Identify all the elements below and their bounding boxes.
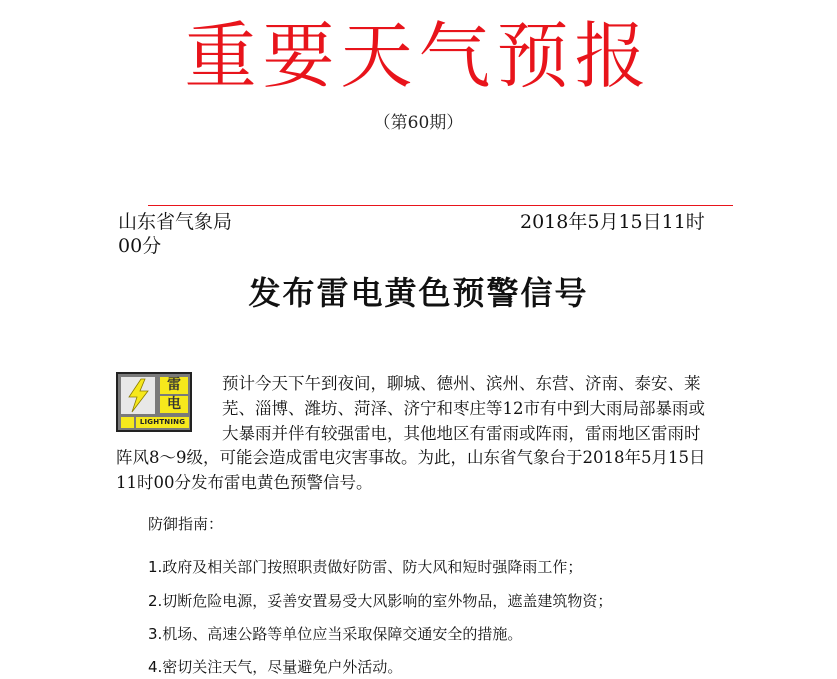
bulletin-headline: 发布雷电黄色预警信号 (248, 274, 589, 312)
guide-item: 1.政府及相关部门按照职责做好防雷、防大风和短时强降雨工作； (148, 558, 583, 576)
guide-item: 3.机场、高速公路等单位应当采取保障交通安全的措施。 (148, 625, 523, 643)
guide-item: 2.切断危险电源，妥善安置易受大风影响的室外物品，遮盖建筑物资； (148, 592, 613, 610)
datetime-line1: 2018年5月15日11时 (520, 211, 705, 233)
signal-label: LIGHTNING (136, 417, 189, 428)
issuer: 山东省气象局 (118, 211, 233, 233)
bulletin-body-text: 预计今天下午到夜间，聊城、德州、滨州、东营、济南、泰安、莱芜、淄博、潍坊、菏泽、济宁和枣庄等12市有中到大雨局部暴雨或大暴雨并伴有较强雷电，其他地区有雷雨或阵雨，雷雨地区雷雨时阵风8～9级，可能会造成雷电灾害事故。为此，山东省气象台于2018年5月15日11时00分发布雷电黄色预警信号。 (116, 374, 706, 493)
signal-label-plate (121, 417, 189, 428)
signal-char-top: 雷 (160, 377, 188, 394)
guide-item: 4.密切关注天气，尽量避免户外活动。 (148, 658, 403, 676)
issue-number: （第60期） (373, 113, 464, 133)
signal-char-bottom: 电 (160, 396, 188, 413)
datetime-line2: 00分 (118, 235, 162, 257)
bolt-panel (121, 377, 155, 414)
lightning-warning-icon (116, 372, 192, 432)
guide-title: 防御指南： (148, 515, 224, 533)
masthead-title: 重要天气预报 (184, 14, 653, 98)
lightning-bolt-icon (121, 377, 155, 414)
header-divider (148, 205, 733, 206)
bulletin-body (116, 372, 708, 496)
signal-label-swatch (121, 417, 134, 428)
